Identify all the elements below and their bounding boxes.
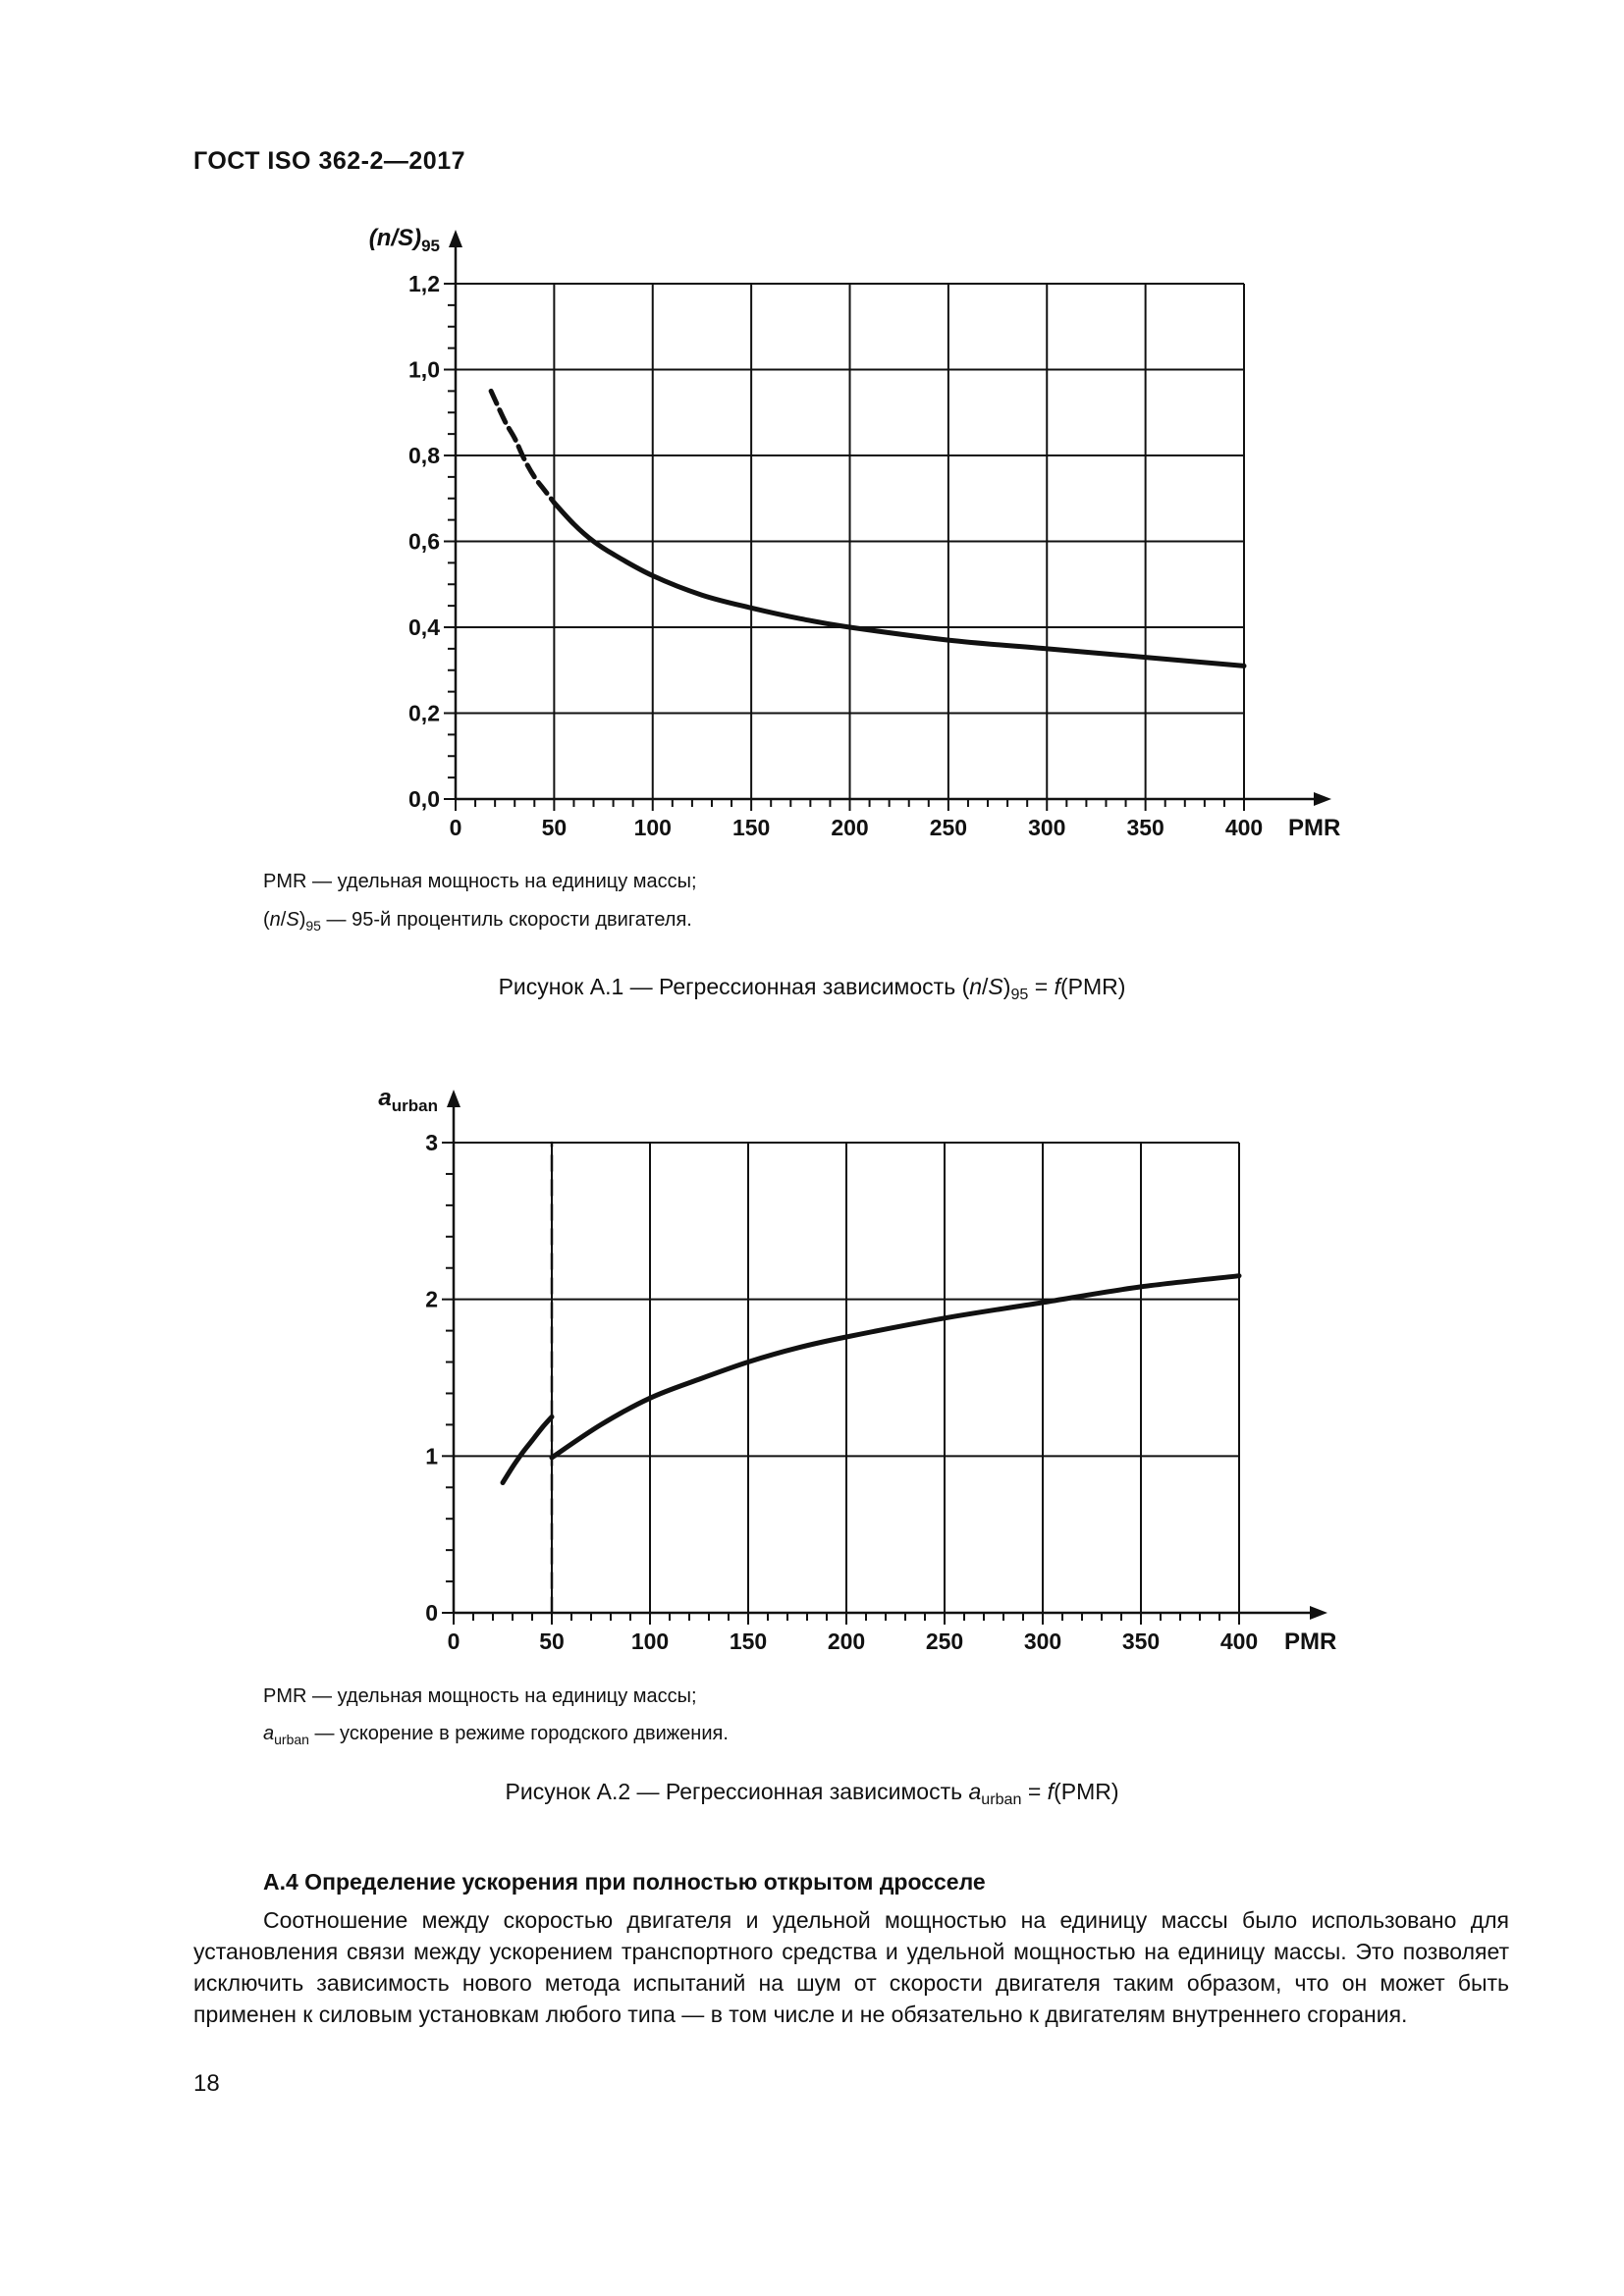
body-paragraph: Соотношение между скоростью двигателя и удельной мощностью на единицу массы было использовано для установления связи между ускорением транспортного средства и удельной мощностью на единицу массы. Это позволяет исключить зависимость нового метода испытаний на шум от скорости двигателя таким образом, что он может быть применен к силовым установкам любого типа — в том числе и не обязательно к двигателям внутреннего сгорания. — [193, 1907, 1509, 2027]
y-tick-label: 2 — [425, 1286, 438, 1312]
figure-a2-caption — [0, 1779, 1624, 1808]
legend-symbol-n: n — [269, 909, 281, 931]
y-tick-label: 0,4 — [408, 614, 440, 640]
caption-suffix: (PMR) — [1054, 1779, 1119, 1804]
legend-symbol-sub: urban — [274, 1732, 309, 1747]
data-series-line — [503, 1416, 552, 1482]
x-tick-label: 400 — [1219, 1629, 1259, 1654]
figure-a2-legend-item-1 — [263, 1684, 697, 1708]
y-axis-title: $(n/S)_{95}$ — [368, 225, 440, 255]
x-tick-label: 250 — [925, 1629, 964, 1654]
x-tick-label: 50 — [539, 1629, 565, 1654]
legend-text: — удельная мощность на единицу массы; — [306, 1685, 697, 1707]
caption-suffix: (PMR) — [1059, 974, 1126, 999]
caption-func: f — [1047, 1779, 1055, 1804]
x-tick-label: 350 — [1126, 815, 1164, 840]
x-tick-label: 400 — [1224, 815, 1264, 840]
caption-sub: 95 — [1010, 986, 1029, 1003]
x-axis-arrow — [1314, 792, 1331, 806]
y-tick-label: 0,2 — [408, 700, 440, 726]
caption-prefix: Рисунок А.2 — Регрессионная зависимость — [505, 1779, 969, 1804]
caption-func: f — [1054, 974, 1060, 999]
legend-text: — ускорение в режиме городского движения. — [308, 1723, 729, 1744]
caption-eq: = — [1028, 974, 1055, 999]
x-tick-label: 300 — [1028, 815, 1066, 840]
y-tick-label: 1 — [425, 1443, 438, 1469]
caption-paren: ) — [1002, 974, 1011, 999]
caption-slash: / — [982, 974, 989, 999]
caption-var-a: a — [968, 1779, 982, 1804]
legend-text: — удельная мощность на единицу массы; — [306, 871, 697, 892]
y-axis-title: $a_{urban}$ — [378, 1085, 438, 1115]
x-tick-label: 350 — [1121, 1629, 1161, 1654]
x-axis-title: PMR — [1288, 815, 1341, 841]
y-tick-label: 3 — [425, 1130, 438, 1155]
figure-a2-legend-item-2 — [263, 1722, 729, 1745]
caption-var-s: S — [988, 974, 1003, 999]
y-tick-label: 1,2 — [408, 271, 440, 296]
caption-var-n: n — [969, 974, 983, 999]
x-tick-label: 100 — [630, 1629, 670, 1654]
x-tick-label: 300 — [1023, 1629, 1062, 1654]
y-tick-label: 0 — [425, 1600, 438, 1626]
x-tick-label: 200 — [827, 1629, 866, 1654]
x-tick-label: 150 — [731, 815, 771, 840]
figure-a1-legend-item-1 — [263, 870, 697, 893]
legend-text: — 95-й процентиль скорости двигателя. — [320, 909, 692, 931]
figure-a1-caption — [0, 974, 1624, 1003]
y-tick-label: 0,0 — [408, 786, 440, 812]
y-axis-arrow — [447, 1090, 460, 1107]
caption-eq: = — [1021, 1779, 1048, 1804]
document-header: ГОСТ ISO 362-2—2017 — [193, 147, 466, 175]
x-tick-label: 250 — [929, 815, 968, 840]
x-tick-label: 0 — [447, 1629, 460, 1654]
legend-symbol-s: S — [286, 909, 299, 931]
legend-symbol: PMR — [263, 1685, 307, 1707]
x-tick-label: 100 — [633, 815, 672, 840]
data-series-line — [554, 503, 1244, 666]
legend-symbol-sub: 95 — [305, 918, 321, 934]
data-series-line — [552, 1276, 1239, 1458]
y-tick-label: 0,8 — [408, 443, 440, 468]
data-series-dashed — [491, 391, 554, 503]
section-heading: А.4 Определение ускорения при полностью открытом дросселе — [263, 1869, 986, 1895]
page-number: 18 — [193, 2070, 220, 2097]
figure-a1-chart — [0, 0, 1624, 883]
x-tick-label: 0 — [449, 815, 462, 840]
y-axis-arrow — [449, 230, 462, 247]
x-tick-label: 150 — [729, 1629, 768, 1654]
caption-prefix: Рисунок А.1 — Регрессионная зависимость ( — [498, 974, 970, 999]
x-tick-label: 200 — [831, 815, 869, 840]
figure-a2-chart — [0, 1060, 1624, 1688]
y-tick-label: 0,6 — [408, 528, 440, 555]
x-axis-arrow — [1310, 1606, 1327, 1620]
x-tick-label: 50 — [541, 815, 568, 840]
legend-symbol: a — [263, 1723, 275, 1744]
figure-a1-legend-item-2: $(n/S)_{95}$ — 95-й процентиль скорости двигателя. — [263, 909, 692, 934]
y-tick-label: 1,0 — [408, 356, 440, 383]
legend-symbol: PMR — [263, 871, 307, 892]
caption-sub: urban — [981, 1790, 1022, 1808]
x-axis-title: PMR — [1284, 1629, 1337, 1655]
